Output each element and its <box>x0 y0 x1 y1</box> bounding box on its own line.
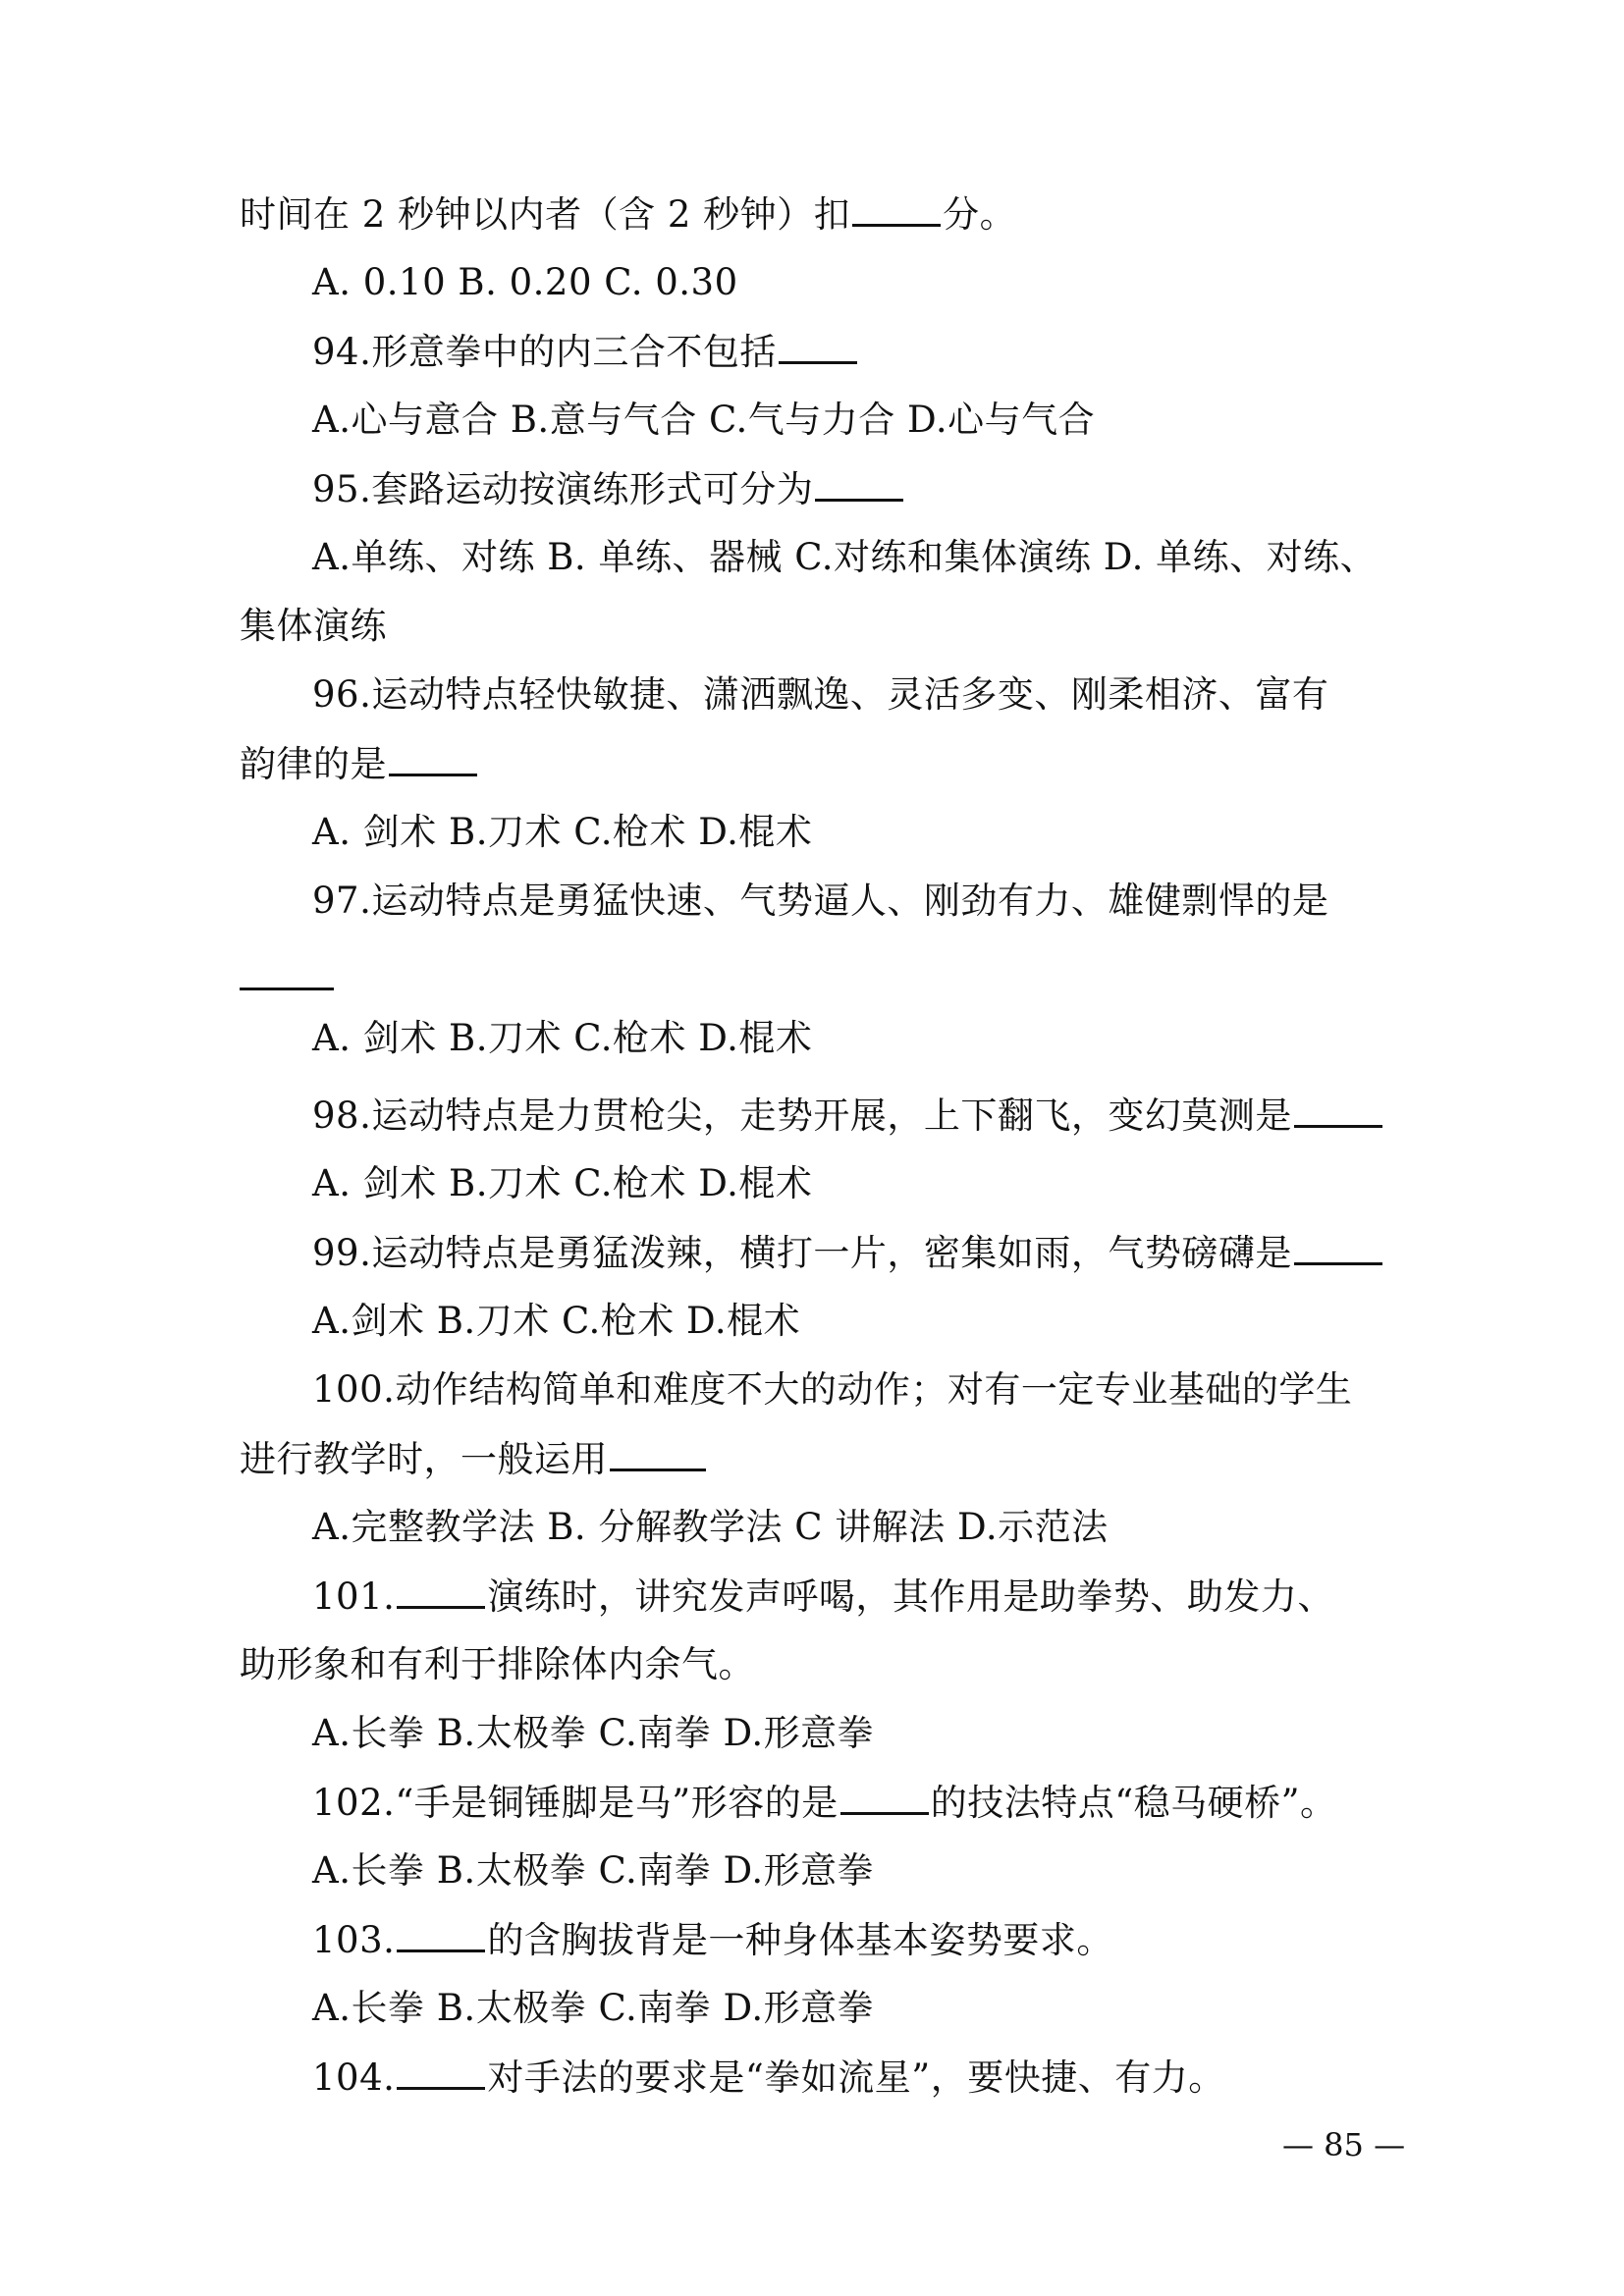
answer-blank <box>389 740 477 776</box>
answer-blank <box>397 1916 485 1952</box>
question-104 <box>312 2054 1225 2102</box>
question-102 <box>312 1779 1337 1827</box>
question-99 <box>312 1229 1384 1277</box>
answer-blank <box>779 328 857 364</box>
answer-blank <box>840 1779 929 1815</box>
question-96: 96.运动特点轻快敏捷、潇洒飘逸、灵活多变、刚柔相济、富有 <box>312 673 1329 716</box>
answer-blank-97 <box>240 988 334 990</box>
question-text: 95.套路运动按演练形式可分为 <box>312 468 814 510</box>
question-text: 演练时，讲究发声呼喝，其作用是助拳势、助发力、 <box>487 1575 1334 1618</box>
answer-blank <box>1294 1092 1382 1128</box>
options-100: A.完整教学法 B. 分解教学法 C 讲解法 D.示范法 <box>312 1506 1109 1548</box>
options-102: A.长拳 B.太极拳 C.南拳 D.形意拳 <box>312 1849 875 1892</box>
question-text: 进行教学时，一般运用 <box>240 1438 608 1480</box>
question-text: 的技法特点“稳马硬桥”。 <box>930 1782 1337 1824</box>
question-95 <box>312 465 905 513</box>
question-text: 的含胸拔背是一种身体基本姿势要求。 <box>487 1919 1113 1961</box>
question-text: 102.“手是铜锤脚是马”形容的是 <box>312 1782 839 1824</box>
options-96: A. 剑术 B.刀术 C.枪术 D.棍术 <box>312 811 813 853</box>
question-number: 104. <box>312 2056 396 2099</box>
question-100-cont <box>240 1435 708 1483</box>
options-103: A.长拳 B.太极拳 C.南拳 D.形意拳 <box>312 1987 875 2029</box>
question-96-cont <box>240 740 479 788</box>
line-text: 时间在 2 秒钟以内者（含 2 秒钟）扣 <box>240 193 851 236</box>
options-97: A. 剑术 B.刀术 C.枪术 D.棍术 <box>312 1017 813 1059</box>
page-number: — 85 — <box>1282 2126 1406 2163</box>
question-text: 94.形意拳中的内三合不包括 <box>312 331 777 373</box>
question-97: 97.运动特点是勇猛快速、气势逼人、刚劲有力、雄健剽悍的是 <box>312 880 1329 922</box>
options-line: A. 0.10 B. 0.20 C. 0.30 <box>312 261 738 303</box>
options-101: A.长拳 B.太极拳 C.南拳 D.形意拳 <box>312 1712 875 1754</box>
question-100: 100.动作结构简单和难度不大的动作；对有一定专业基础的学生 <box>312 1368 1353 1411</box>
options-99: A.剑术 B.刀术 C.枪术 D.棍术 <box>312 1300 801 1342</box>
question-text: 对手法的要求是“拳如流星”，要快捷、有力。 <box>487 2056 1225 2099</box>
options-98: A. 剑术 B.刀术 C.枪术 D.棍术 <box>312 1162 813 1204</box>
question-text: 99.运动特点是勇猛泼辣，横打一片，密集如雨，气势磅礴是 <box>312 1232 1292 1274</box>
options-95-cont: 集体演练 <box>240 605 387 647</box>
question-103 <box>312 1916 1113 1964</box>
answer-blank <box>397 1573 485 1609</box>
answer-blank <box>610 1435 706 1471</box>
question-number: 103. <box>312 1919 396 1961</box>
options-94: A.心与意合 B.意与气合 C.气与力合 D.心与气合 <box>312 399 1096 441</box>
answer-blank <box>397 2054 485 2090</box>
question-101-cont: 助形象和有利于排除体内余气。 <box>240 1643 755 1685</box>
options-95: A.单练、对练 B. 单练、器械 C.对练和集体演练 D. 单练、对练、 <box>312 536 1378 578</box>
question-98 <box>312 1092 1384 1140</box>
answer-blank <box>1294 1229 1382 1265</box>
question-text: 韵律的是 <box>240 743 387 785</box>
answer-blank <box>852 190 941 227</box>
question-text: 98.运动特点是力贯枪尖，走势开展，上下翻飞，变幻莫测是 <box>312 1095 1292 1137</box>
question-94 <box>312 328 859 376</box>
question-101 <box>312 1573 1334 1621</box>
text-line <box>240 190 1016 239</box>
line-text: 分。 <box>943 193 1017 236</box>
question-number: 101. <box>312 1575 396 1618</box>
answer-blank <box>815 465 903 502</box>
